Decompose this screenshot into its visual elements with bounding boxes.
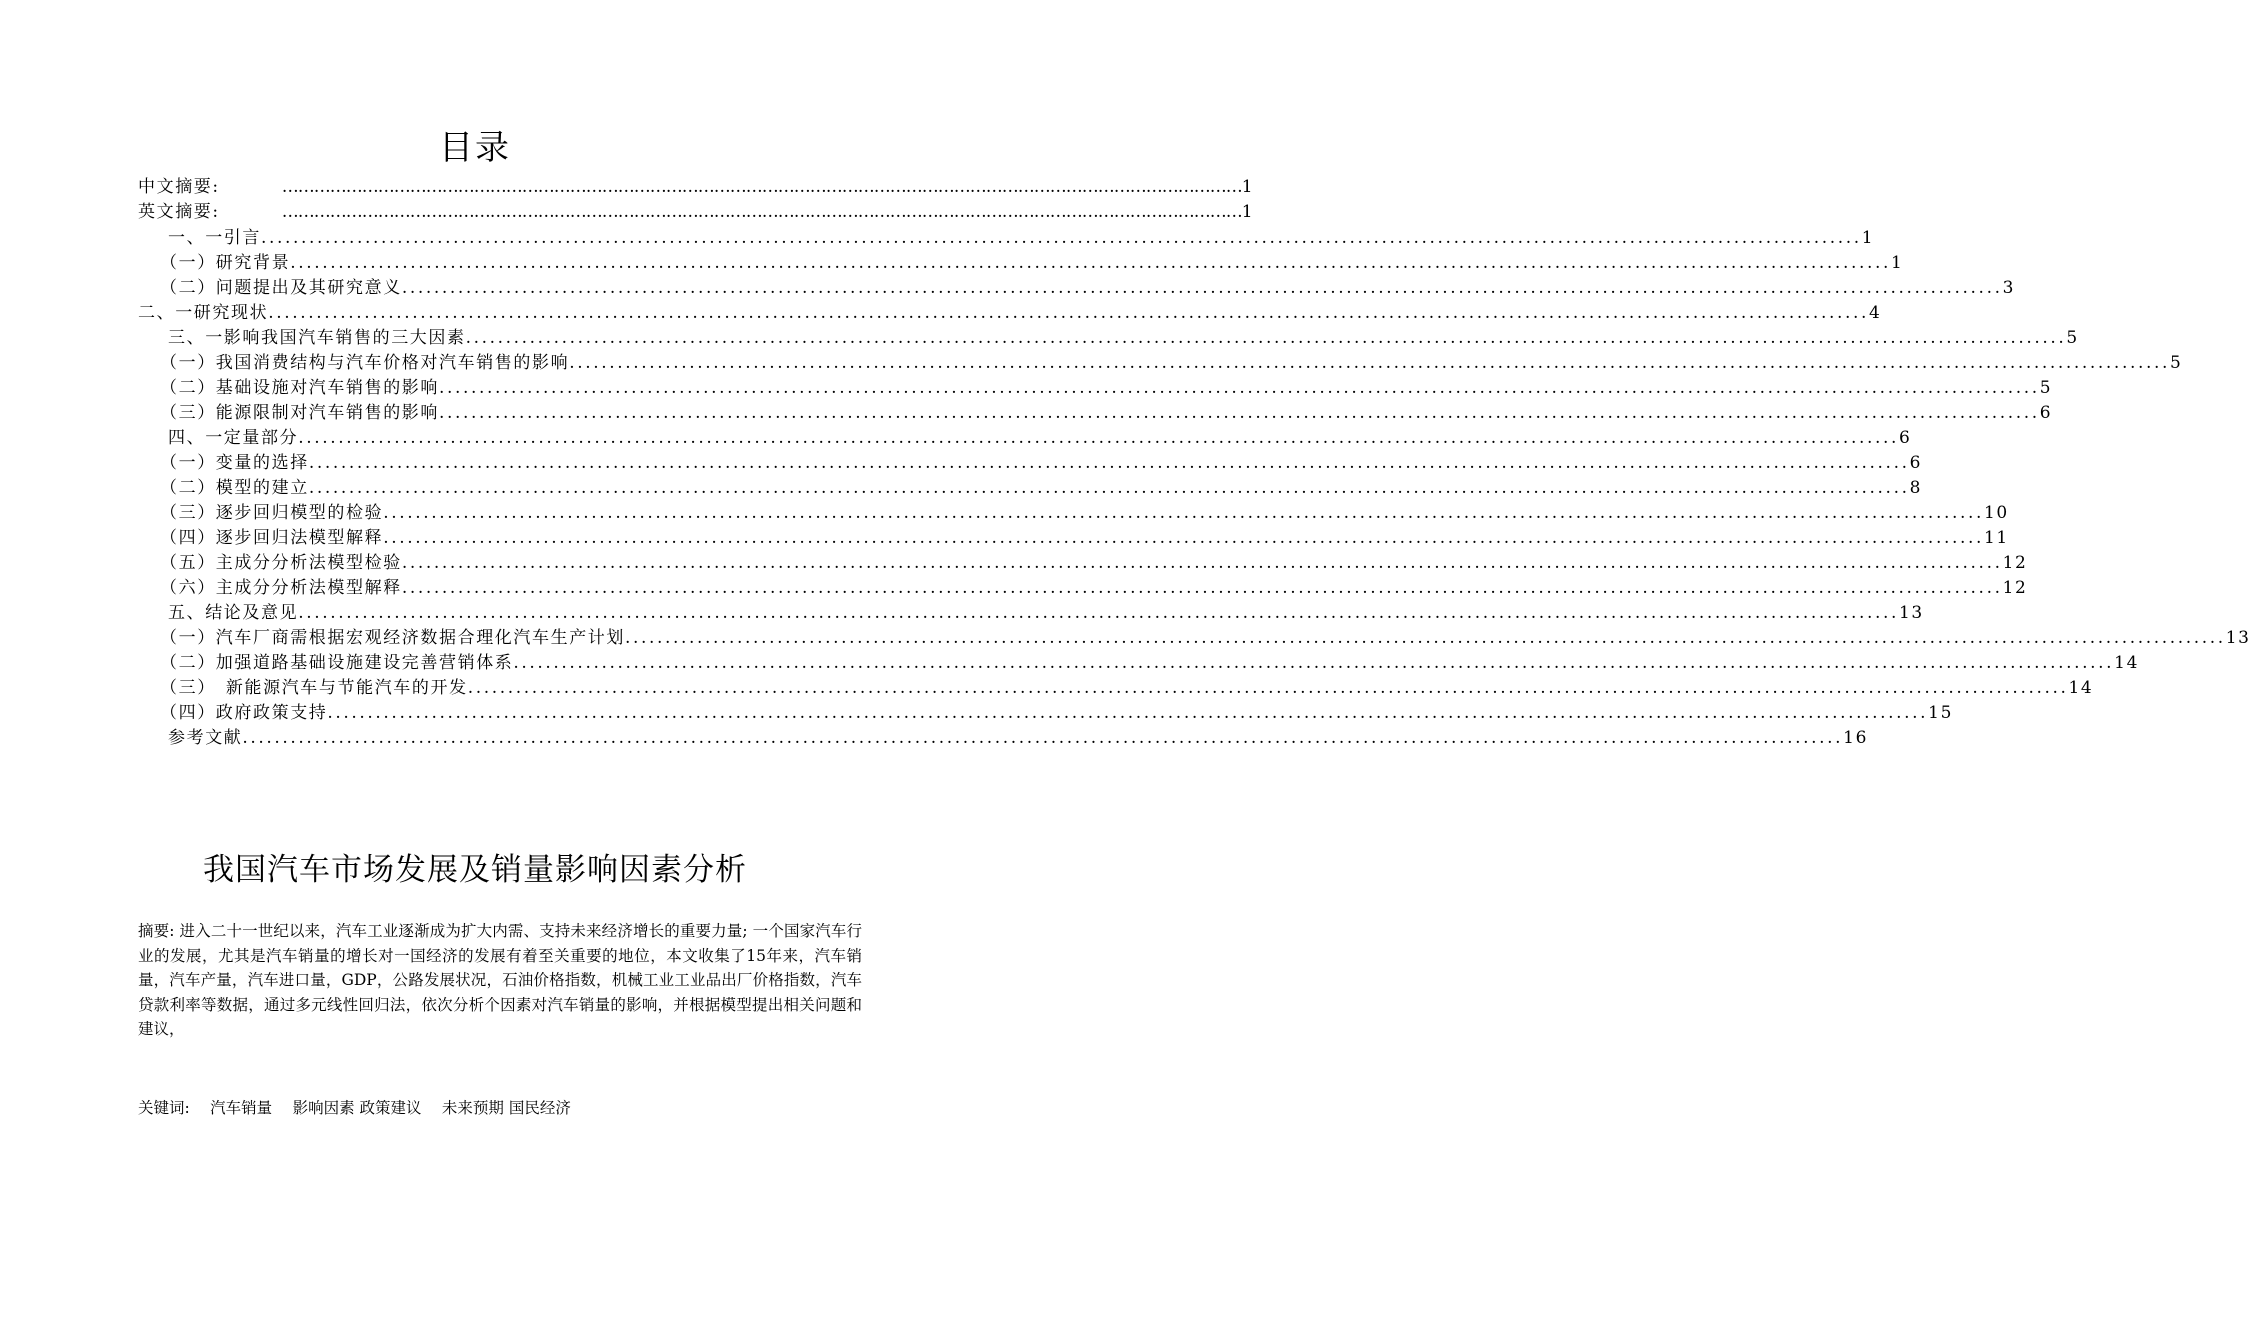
toc-leader-dots: ........................................................................................................................................................................................................ [327, 703, 1929, 723]
toc-leader-dots: ........................................................................................................................................................................................................ [513, 653, 2115, 673]
toc-leader-dots: ........................................................................................................................................................................................................ [439, 378, 2040, 398]
toc-entry[interactable] [160, 524, 2009, 549]
toc-entry[interactable] [160, 499, 2009, 524]
toc-leader-dots: ........................................................................................................................................................................................................ [467, 678, 2069, 698]
toc-leader-dots: ........................................................................................................................................................................................................ [465, 328, 2067, 348]
toc-entry[interactable] [168, 424, 1912, 449]
toc-leader-dots: ........................................................................................................................................................................................................ [298, 428, 1899, 448]
toc-entry-label: 英文摘要: [138, 202, 220, 222]
toc-entry[interactable] [160, 549, 2028, 574]
toc-entry-page: 8 [1909, 478, 1922, 498]
toc-entry-label: 三、一影响我国汽车销售的三大因素 [168, 328, 466, 348]
toc-entry[interactable] [160, 249, 1904, 274]
toc-leader-dots: ........................................................................................................................................................................................................ [625, 628, 2226, 648]
toc-entry-page: 14 [2068, 678, 2094, 698]
toc-entry-label: （一）我国消费结构与汽车价格对汽车销售的影响 [160, 353, 570, 373]
toc-leader-dots: ........................................................................................................................................................................................................ [242, 728, 1844, 748]
toc-leader-dots: ........................................................................................................................................................................................................ [439, 403, 2040, 423]
toc-entry-label: （三） 新能源汽车与节能汽车的开发 [160, 678, 468, 698]
toc-leader-dots: ........................................................................................................................................................................................................ [401, 553, 2003, 573]
toc-entry-label: 中文摘要: [138, 177, 220, 197]
toc-entry[interactable] [160, 274, 2015, 299]
toc-entry-page: 16 [1843, 728, 1869, 748]
toc-entry-page: 12 [2002, 553, 2028, 573]
toc-title: 目录 [439, 128, 511, 168]
toc-entry-label: （五）主成分分析法模型检验 [160, 553, 402, 573]
toc-entry-page: 10 [1983, 503, 2009, 523]
toc-entry-page: 5 [2066, 328, 2079, 348]
toc-entry[interactable] [160, 399, 2053, 424]
toc-entry-page: 1 [1890, 253, 1904, 273]
toc-leader-dots: ........................................................................................................................................................................................................ [261, 228, 1862, 248]
toc-entry-page: 6 [1898, 428, 1912, 448]
toc-leader-dots: ........................................................................................................................................................................................................ [308, 453, 1910, 473]
toc-entry[interactable] [160, 449, 1922, 474]
toc-entry[interactable] [160, 474, 1922, 499]
toc-entry[interactable] [160, 374, 2053, 399]
toc-leader-dots: ……………………………………………………………………………………………………………………………………………………………… [281, 202, 1242, 222]
toc-entry[interactable] [160, 574, 2028, 599]
toc-leader-dots: ........................................................................................................................................................................................................ [401, 278, 2003, 298]
toc-entry-label: 二、一研究现状 [138, 303, 269, 323]
toc-entry-page: 1 [1241, 202, 1255, 222]
toc-entry-label: （二）模型的建立 [160, 478, 309, 498]
toc-entry-label: （六）主成分分析法模型解释 [160, 578, 402, 598]
toc-entry-page: 1 [1861, 228, 1875, 248]
toc-entry[interactable] [168, 324, 2079, 349]
toc-leader-dots: ........................................................................................................................................................................................................ [401, 578, 2003, 598]
toc-leader-dots: ........................................................................................................................................................................................................ [290, 253, 1891, 273]
toc-entry-label: （一）汽车厂商需根据宏观经济数据合理化汽车生产计划 [160, 628, 625, 648]
toc-entry-label: （四）政府政策支持 [160, 703, 328, 723]
toc-entry[interactable] [168, 724, 1869, 749]
toc-entry[interactable] [138, 299, 1882, 324]
toc-leader-dots: ........................................................................................................................................................................................................ [383, 528, 1984, 548]
toc-entry-label: （一）变量的选择 [160, 453, 309, 473]
toc-entry-label: （四）逐步回归法模型解释 [160, 528, 384, 548]
toc-entry-label: 四、一定量部分 [168, 428, 299, 448]
toc-entry[interactable] [138, 198, 1255, 223]
paper-title: 我国汽车市场发展及销量影响因素分析 [203, 852, 747, 888]
toc-entry-page: 11 [1983, 528, 2009, 548]
toc-entry-page: 13 [1898, 603, 1924, 623]
toc-entry-page: 14 [2114, 653, 2140, 673]
toc-leader-dots: ........................................................................................................................................................................................................ [569, 353, 2170, 373]
toc-entry[interactable] [160, 649, 2140, 674]
toc-entry[interactable] [160, 699, 1954, 724]
toc-entry[interactable] [160, 349, 2183, 374]
toc-leader-dots: ……………………………………………………………………………………………………………………………………………………………… [281, 177, 1242, 197]
toc-leader-dots: ........................................................................................................................................................................................................ [268, 303, 1869, 323]
abstract-paragraph: 摘要: 进入二十一世纪以来，汽车工业逐渐成为扩大内需、支持未来经济增长的重要力量; 一个国家汽车行业的发展，尤其是汽车销量的增长对一国经济的发展有着至关重要的地位，本文收集了15年来，汽车销量，汽车产量，汽车进口量，GDP，公路发展状况，石油价格指数，机械工业工业品出厂价格指数，汽车贷款利率等数据，通过多元线性回归法，依次分析个因素对汽车销量的影响，并根据模型提出相关问题和建议， [138, 922, 862, 1038]
toc-entry[interactable] [160, 674, 2094, 699]
toc-entry-page: 13 [2225, 628, 2251, 648]
toc-leader-dots: ........................................................................................................................................................................................................ [308, 478, 1910, 498]
toc-entry-page: 4 [1868, 303, 1882, 323]
toc-entry[interactable] [138, 173, 1255, 198]
toc-entry-page: 15 [1928, 703, 1954, 723]
toc-entry-label: 一、一引言 [168, 228, 261, 248]
toc-entry-label: （三）能源限制对汽车销售的影响 [160, 403, 439, 423]
toc-entry-label: （二）问题提出及其研究意义 [160, 278, 402, 298]
toc-entry-label: （三）逐步回归模型的检验 [160, 503, 384, 523]
toc-entry-label: （二）基础设施对汽车销售的影响 [160, 378, 439, 398]
keywords-line: 关键词: 汽车销量 影响因素 政策建议 未来预期 国民经济 [138, 1099, 571, 1117]
toc-entry[interactable] [168, 224, 1875, 249]
toc-entry-label: 五、结论及意见 [168, 603, 299, 623]
toc-entry-page: 6 [1909, 453, 1922, 473]
toc-entry-label: （一）研究背景 [160, 253, 291, 273]
toc-entry-page: 5 [2039, 378, 2053, 398]
toc-entry-page: 3 [2002, 278, 2015, 298]
toc-entry[interactable] [168, 599, 1924, 624]
toc-leader-dots: ........................................................................................................................................................................................................ [298, 603, 1899, 623]
toc-leader-dots: ........................................................................................................................................................................................................ [383, 503, 1984, 523]
toc-entry-page: 6 [2039, 403, 2053, 423]
toc-entry-page: 12 [2002, 578, 2028, 598]
toc-entry-page: 5 [2169, 353, 2183, 373]
toc-entry-label: 参考文献 [168, 728, 243, 748]
toc-entry[interactable] [160, 624, 2251, 649]
toc-entry-label: （二）加强道路基础设施建设完善营销体系 [160, 653, 514, 673]
toc-entry-page: 1 [1241, 177, 1255, 197]
